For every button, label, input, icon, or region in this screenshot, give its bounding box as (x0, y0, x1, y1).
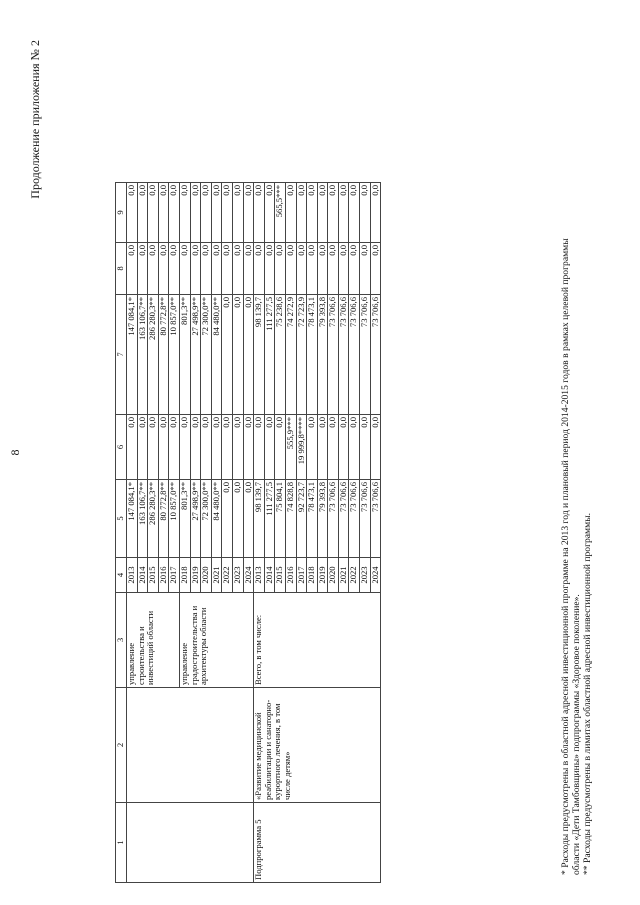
year-cell: 2014 (137, 558, 148, 593)
amount-cell: 565,5*** (275, 183, 286, 243)
header-cell: 2 (116, 688, 127, 803)
amount-cell: 73 706,6 (349, 480, 360, 558)
footnote: * Расходы предусмотрены в областной адресной инвестиционной программе на 2013 год и плановый период 2014-2015 годов в рамках целевой программы (560, 238, 571, 875)
year-cell: 2023 (360, 558, 371, 593)
amount-cell: 0,0 (360, 415, 371, 480)
year-cell: 2023 (232, 558, 243, 593)
amount-cell: 0,0 (169, 243, 180, 295)
amount-cell: 0,0 (328, 183, 339, 243)
amount-cell: 0,0 (148, 415, 159, 480)
amount-cell: 0,0 (317, 243, 328, 295)
amount-cell: 80 772,8** (158, 295, 169, 415)
amount-cell: 0,0 (211, 415, 222, 480)
amount-cell: 0,0 (158, 243, 169, 295)
amount-cell: 84 480,0** (211, 480, 222, 558)
amount-cell: 0,0 (285, 243, 296, 295)
amount-cell: 0,0 (232, 415, 243, 480)
amount-cell: 0,0 (148, 243, 159, 295)
amount-cell: 0,0 (307, 415, 318, 480)
amount-cell: 0,0 (307, 243, 318, 295)
amount-cell: 0,0 (349, 415, 360, 480)
header-cell: 9 (116, 183, 127, 243)
amount-cell: 78 473,1 (307, 295, 318, 415)
header-cell: 1 (116, 803, 127, 883)
amount-cell: 0,0 (243, 480, 254, 558)
amount-cell: 92 723,7 (296, 480, 307, 558)
year-cell: 2020 (201, 558, 212, 593)
amount-cell: 0,0 (148, 183, 159, 243)
amount-cell: 286 280,3** (148, 295, 159, 415)
page-number: 8 (8, 449, 22, 456)
amount-cell: 0,0 (349, 183, 360, 243)
header-cell: 5 (116, 480, 127, 558)
amount-cell: 0,0 (232, 295, 243, 415)
subprogram-cell: Подпрограмма 5 (254, 803, 381, 883)
amount-cell: 0,0 (222, 243, 233, 295)
amount-cell: 27 498,9** (190, 295, 201, 415)
amount-cell: 0,0 (338, 243, 349, 295)
amount-cell: 79 393,8 (317, 295, 328, 415)
amount-cell: 801,3** (179, 295, 190, 415)
table-row (127, 183, 138, 883)
footnote: области «Дети Тамбовщины» подпрограммы «Здоровое поколение». (571, 594, 582, 875)
year-cell: 2016 (285, 558, 296, 593)
amount-cell: 27 498,9** (190, 480, 201, 558)
amount-cell: 0,0 (179, 183, 190, 243)
amount-cell: 0,0 (169, 415, 180, 480)
amount-cell: 0,0 (328, 415, 339, 480)
year-cell: 2016 (158, 558, 169, 593)
table-row (254, 183, 265, 883)
year-cell: 2022 (349, 558, 360, 593)
amount-cell: 0,0 (127, 243, 138, 295)
amount-cell: 73 706,6 (370, 480, 381, 558)
amount-cell: 0,0 (307, 183, 318, 243)
amount-cell: 0,0 (232, 480, 243, 558)
header-cell: 3 (116, 593, 127, 688)
amount-cell: 0,0 (222, 295, 233, 415)
header-cell: 7 (116, 295, 127, 415)
amount-cell: 98 139,7 (254, 295, 265, 415)
amount-cell: 19 999,8**** (296, 415, 307, 480)
amount-cell: 111 277,5 (264, 480, 275, 558)
amount-cell: 801,3** (179, 480, 190, 558)
amount-cell: 0,0 (232, 243, 243, 295)
year-cell: 2013 (127, 558, 138, 593)
amount-cell: 0,0 (254, 243, 265, 295)
year-cell: 2024 (243, 558, 254, 593)
year-cell: 2021 (211, 558, 222, 593)
budget-table (115, 182, 381, 883)
amount-cell: 0,0 (137, 415, 148, 480)
amount-cell: 78 473,1 (307, 480, 318, 558)
amount-cell: 0,0 (328, 243, 339, 295)
amount-cell: 10 857,0** (169, 480, 180, 558)
amount-cell: 147 084,1* (127, 480, 138, 558)
amount-cell: 0,0 (243, 183, 254, 243)
header-cell: 6 (116, 415, 127, 480)
amount-cell: 0,0 (264, 243, 275, 295)
amount-cell: 0,0 (317, 415, 328, 480)
year-cell: 2015 (275, 558, 286, 593)
amount-cell: 80 772,8** (158, 480, 169, 558)
table-header-row (116, 183, 127, 883)
amount-cell: 0,0 (137, 243, 148, 295)
amount-cell: 0,0 (201, 415, 212, 480)
amount-cell: 0,0 (232, 183, 243, 243)
amount-cell: 163 106,7** (137, 480, 148, 558)
amount-cell: 73 706,6 (338, 295, 349, 415)
year-cell: 2019 (190, 558, 201, 593)
amount-cell: 163 106,7** (137, 295, 148, 415)
amount-cell: 0,0 (179, 243, 190, 295)
amount-cell: 0,0 (158, 415, 169, 480)
year-cell: 2014 (264, 558, 275, 593)
amount-cell: 0,0 (370, 243, 381, 295)
amount-cell: 74 828,8 (285, 480, 296, 558)
amount-cell: 555,9*** (285, 415, 296, 480)
amount-cell: 0,0 (275, 243, 286, 295)
amount-cell: 0,0 (222, 183, 233, 243)
amount-cell: 0,0 (243, 243, 254, 295)
amount-cell: 0,0 (254, 415, 265, 480)
year-cell: 2015 (148, 558, 159, 593)
amount-cell: 0,0 (137, 183, 148, 243)
amount-cell: 0,0 (243, 415, 254, 480)
amount-cell: 72 300,0** (201, 295, 212, 415)
amount-cell: 0,0 (169, 183, 180, 243)
amount-cell: 0,0 (360, 243, 371, 295)
empty-cell (127, 803, 254, 883)
amount-cell: 0,0 (211, 183, 222, 243)
year-cell: 2020 (328, 558, 339, 593)
amount-cell: 0,0 (264, 415, 275, 480)
year-cell: 2013 (254, 558, 265, 593)
year-cell: 2024 (370, 558, 381, 593)
amount-cell: 111 277,5 (264, 295, 275, 415)
amount-cell: 72 723,9 (296, 295, 307, 415)
amount-cell: 0,0 (296, 243, 307, 295)
amount-cell: 75 238,6 (275, 295, 286, 415)
amount-cell: 75 804,1 (275, 480, 286, 558)
amount-cell: 0,0 (201, 183, 212, 243)
amount-cell: 79 393,8 (317, 480, 328, 558)
footnote: ** Расходы предусмотрены в лимитах областной адресной инвестиционной программы. (582, 512, 593, 875)
amount-cell: 73 706,6 (328, 480, 339, 558)
amount-cell: 0,0 (370, 183, 381, 243)
amount-cell: 0,0 (201, 243, 212, 295)
amount-cell: 72 300,0** (201, 480, 212, 558)
amount-cell: 147 084,1* (127, 295, 138, 415)
amount-cell: 84 480,0** (211, 295, 222, 415)
amount-cell: 0,0 (127, 415, 138, 480)
amount-cell: 73 706,6 (360, 480, 371, 558)
amount-cell: 0,0 (222, 415, 233, 480)
subprogram-title-cell: «Развитие медицинской реабилитации и санаторно-курортного лечения, в том числе детям» (254, 688, 381, 803)
amount-cell: 0,0 (285, 183, 296, 243)
empty-cell (127, 688, 254, 803)
amount-cell: 0,0 (349, 243, 360, 295)
amount-cell: 0,0 (222, 480, 233, 558)
header-cell: 8 (116, 243, 127, 295)
amount-cell: 0,0 (190, 243, 201, 295)
amount-cell: 73 706,6 (338, 480, 349, 558)
amount-cell: 98 139,7 (254, 480, 265, 558)
responsible-cell: управление строительства и инвестиций области (127, 593, 180, 688)
amount-cell: 0,0 (360, 183, 371, 243)
year-cell: 2019 (317, 558, 328, 593)
amount-cell: 73 706,6 (370, 295, 381, 415)
header-cell: 4 (116, 558, 127, 593)
amount-cell: 74 272,9 (285, 295, 296, 415)
amount-cell: 73 706,6 (349, 295, 360, 415)
amount-cell: 0,0 (127, 183, 138, 243)
amount-cell: 0,0 (317, 183, 328, 243)
amount-cell: 0,0 (211, 243, 222, 295)
amount-cell: 0,0 (338, 415, 349, 480)
amount-cell: 0,0 (254, 183, 265, 243)
amount-cell: 0,0 (370, 415, 381, 480)
continuation-title: Продолжение приложения № 2 (28, 40, 42, 199)
year-cell: 2022 (222, 558, 233, 593)
year-cell: 2017 (169, 558, 180, 593)
amount-cell: 0,0 (243, 295, 254, 415)
amount-cell: 0,0 (296, 183, 307, 243)
footnotes (560, 0, 593, 875)
total-label-cell: Всего, в том числе: (254, 593, 381, 688)
year-cell: 2018 (179, 558, 190, 593)
amount-cell: 0,0 (338, 183, 349, 243)
amount-cell: 73 706,6 (360, 295, 371, 415)
amount-cell: 286 280,3** (148, 480, 159, 558)
amount-cell: 0,0 (179, 415, 190, 480)
year-cell: 2021 (338, 558, 349, 593)
responsible-cell: управление градостроительства и архитектуры области (179, 593, 253, 688)
amount-cell: 10 857,0** (169, 295, 180, 415)
year-cell: 2018 (307, 558, 318, 593)
amount-cell: 73 706,6 (328, 295, 339, 415)
amount-cell: 0,0 (190, 415, 201, 480)
amount-cell: 0,0 (158, 183, 169, 243)
amount-cell: 0,0 (264, 183, 275, 243)
amount-cell: 0,0 (275, 415, 286, 480)
amount-cell: 0,0 (190, 183, 201, 243)
year-cell: 2017 (296, 558, 307, 593)
